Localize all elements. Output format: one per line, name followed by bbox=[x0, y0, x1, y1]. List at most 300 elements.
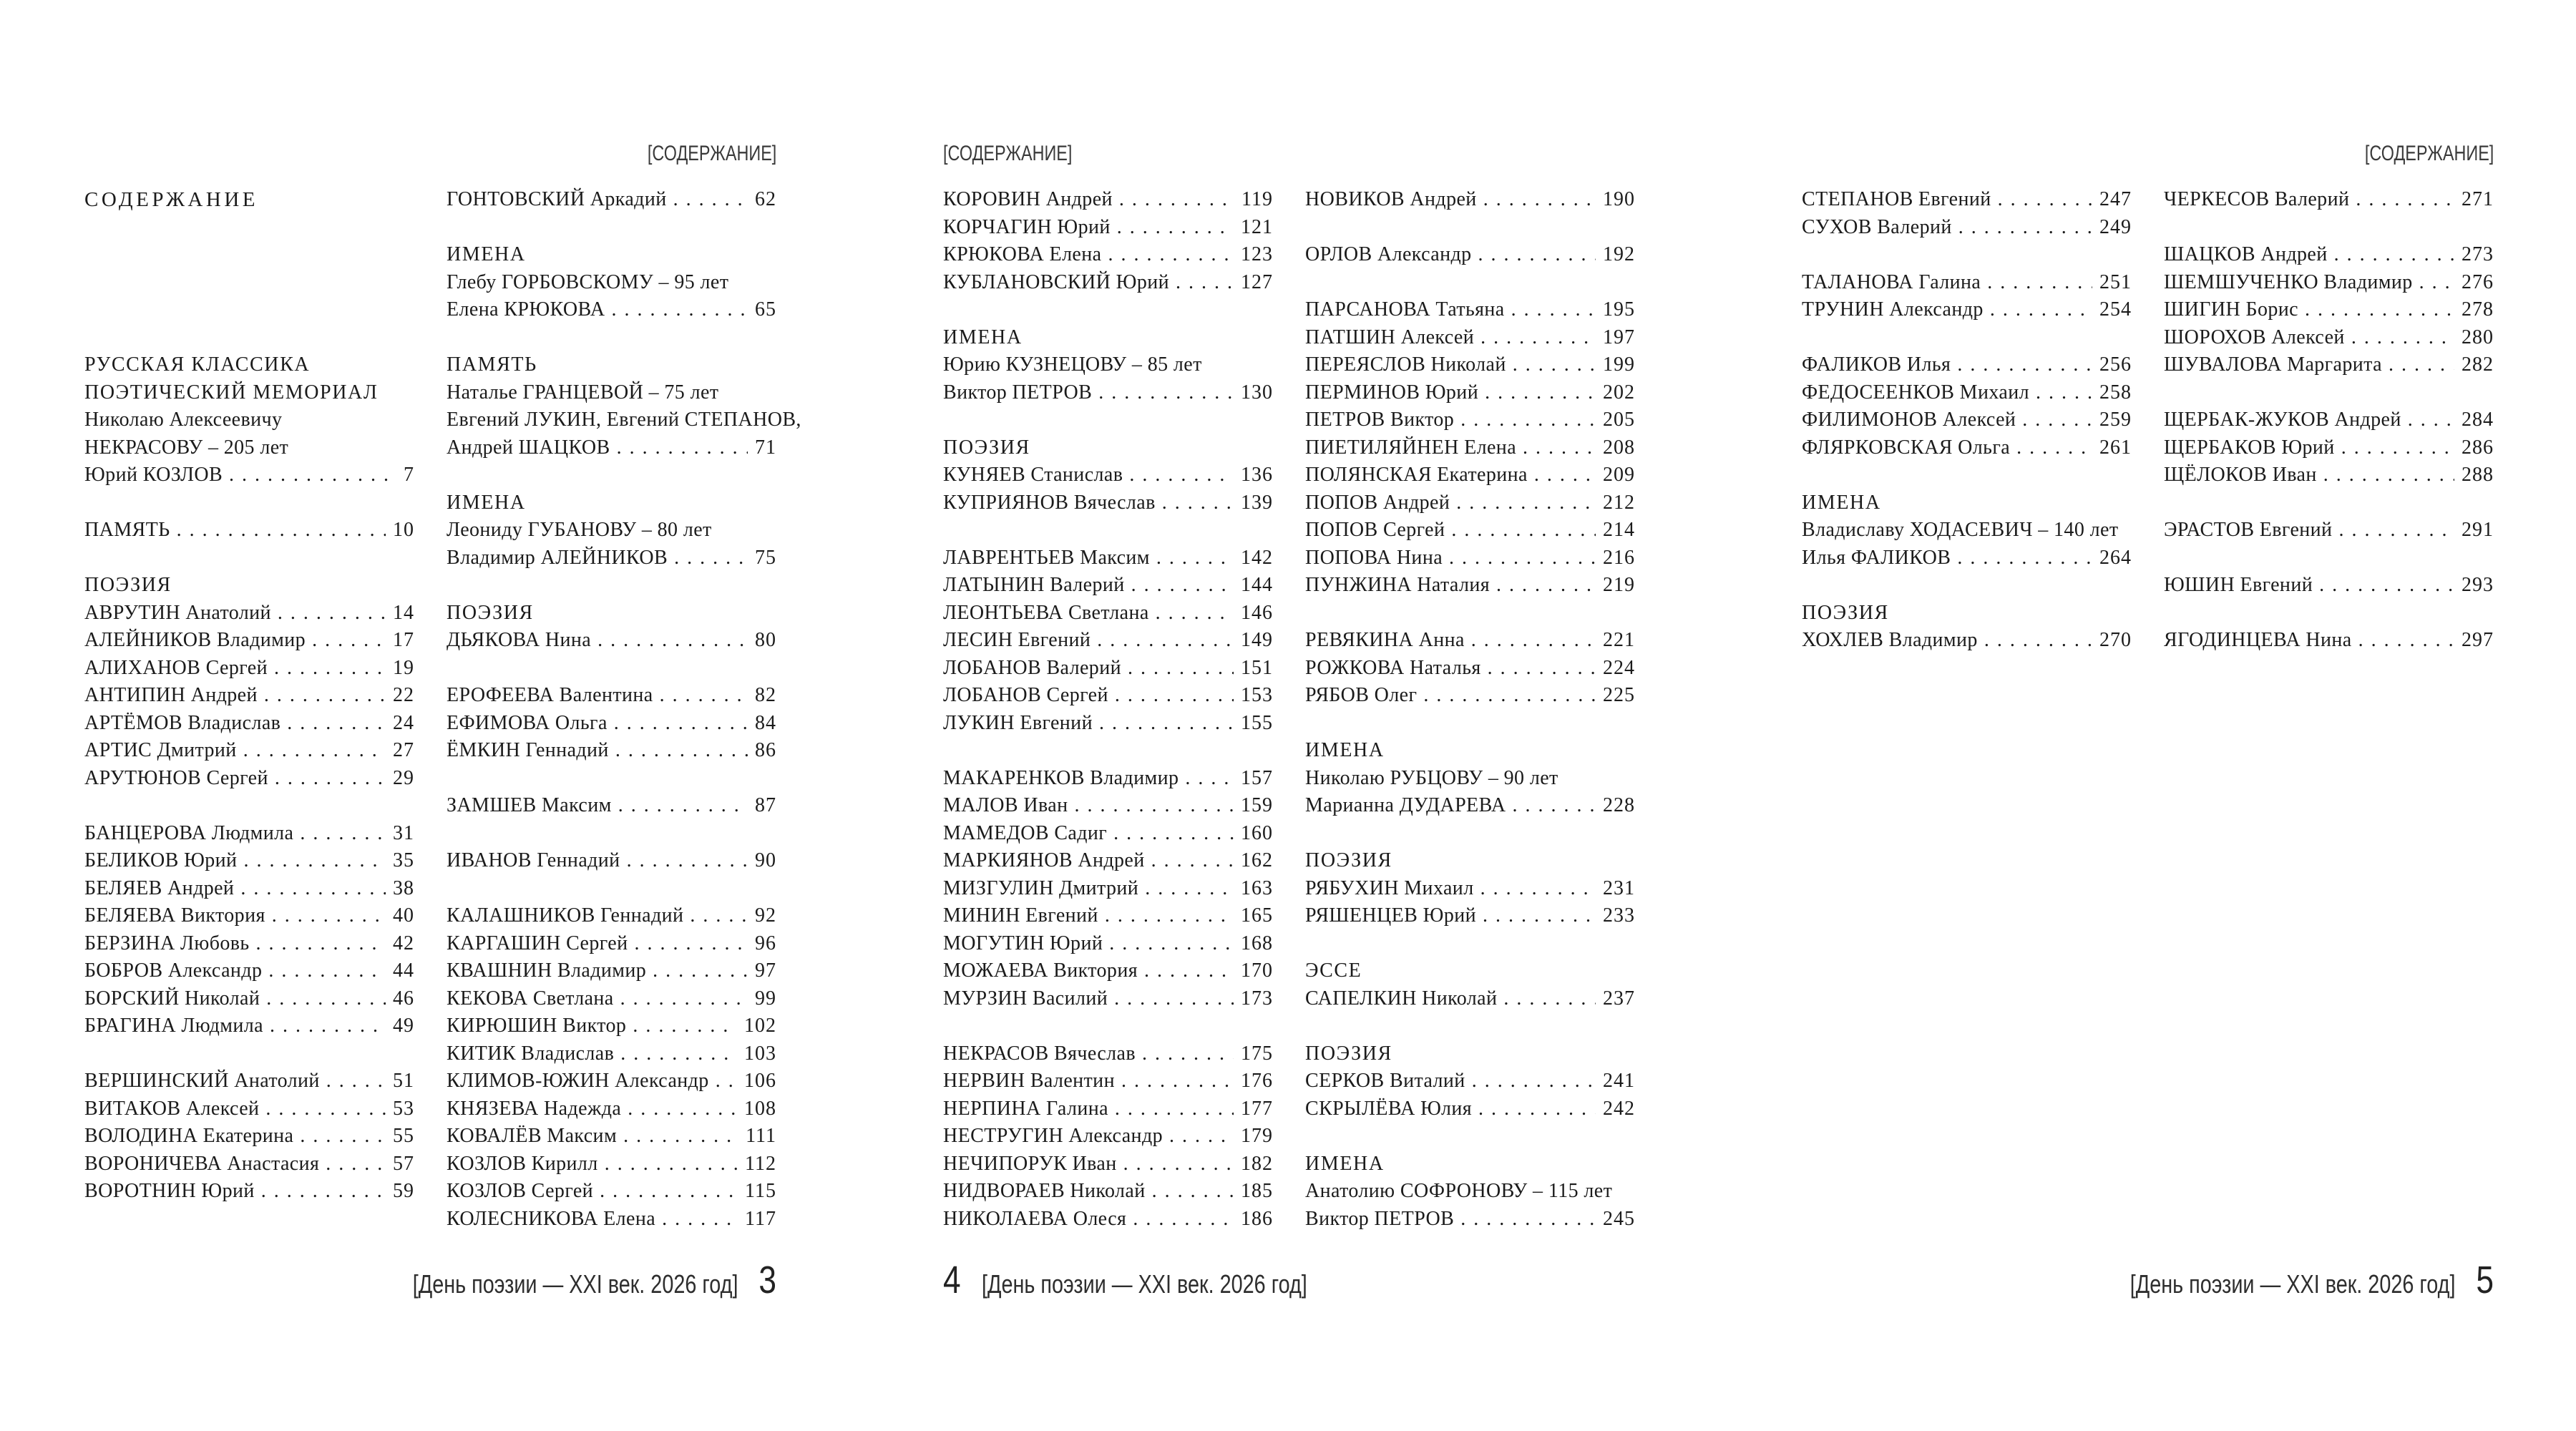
dot-leader bbox=[1456, 489, 1596, 517]
toc-entry bbox=[84, 1068, 414, 1095]
dot-leader bbox=[1483, 902, 1596, 930]
toc-entry bbox=[84, 627, 414, 655]
dot-leader bbox=[177, 517, 386, 544]
toc-entry-name: КЕКОВА Светлана bbox=[447, 987, 614, 1010]
toc-entry-page: 247 bbox=[2099, 188, 2132, 210]
dot-leader bbox=[300, 820, 386, 848]
dot-leader bbox=[2323, 461, 2454, 489]
dot-leader bbox=[600, 1178, 738, 1206]
toc-entry bbox=[84, 875, 414, 903]
toc-entry-page: 160 bbox=[1241, 821, 1273, 844]
toc-entry bbox=[943, 957, 1273, 985]
toc-entry-name: ТРУНИН Александр bbox=[1802, 298, 1984, 321]
toc-entry-name: МАМЕДОВ Садиг bbox=[943, 821, 1108, 844]
toc-entry-page: 106 bbox=[744, 1070, 776, 1092]
toc-entry bbox=[1802, 214, 2132, 242]
toc-entry-page: 130 bbox=[1241, 381, 1273, 404]
toc-entry-page: 297 bbox=[2462, 629, 2494, 651]
toc-entry-page: 38 bbox=[393, 876, 414, 899]
dot-leader bbox=[673, 186, 748, 214]
page-5 bbox=[1717, 0, 2576, 1431]
dot-leader bbox=[1503, 985, 1596, 1013]
page-number: 4 bbox=[943, 1259, 961, 1301]
toc-entry bbox=[2164, 461, 2494, 489]
toc-entry-name: Юрий КОЗЛОВ bbox=[84, 464, 223, 486]
dot-leader bbox=[605, 1151, 738, 1178]
toc-entry-name: ЗАМШЕВ Максим bbox=[447, 794, 612, 816]
toc-entry bbox=[943, 902, 1273, 930]
toc-entry-name: Виктор ПЕТРОВ bbox=[1305, 1207, 1455, 1230]
toc-entry-name: Владимир АЛЕЙНИКОВ bbox=[447, 546, 668, 569]
toc-entry-page: 185 bbox=[1241, 1180, 1273, 1202]
dot-leader bbox=[620, 1040, 737, 1068]
toc-entry-page: 163 bbox=[1241, 876, 1273, 899]
toc-entry-page: 249 bbox=[2099, 215, 2132, 238]
toc-entry-page: 90 bbox=[755, 849, 776, 871]
toc-entry bbox=[447, 930, 776, 958]
toc-block bbox=[1305, 296, 1635, 600]
dot-leader bbox=[628, 1095, 737, 1123]
toc-entry-page: 17 bbox=[393, 629, 414, 651]
dot-leader bbox=[2319, 572, 2454, 600]
toc-entry-name: КОРЧАГИН Юрий bbox=[943, 215, 1111, 238]
toc-entry bbox=[447, 985, 776, 1013]
dedication-line: Евгений ЛУКИН, Евгений СТЕПАНОВ, bbox=[447, 409, 801, 431]
toc-entry-page: 284 bbox=[2462, 409, 2494, 431]
toc-entry-page: 86 bbox=[755, 739, 776, 761]
section-heading: РУССКАЯ КЛАССИКА bbox=[84, 353, 311, 376]
dot-leader bbox=[1472, 1068, 1596, 1095]
toc-entry-name: АРТЁМОВ Владислав bbox=[84, 711, 281, 734]
toc-entry bbox=[84, 517, 414, 544]
toc-entry-page: 280 bbox=[2462, 326, 2494, 348]
toc-entry bbox=[1305, 461, 1635, 489]
toc-entry-page: 7 bbox=[404, 464, 414, 486]
toc-block bbox=[1305, 1151, 1635, 1234]
dot-leader bbox=[265, 1095, 386, 1123]
toc-title: СОДЕРЖАНИЕ bbox=[84, 188, 258, 211]
toc-entry-page: 139 bbox=[1241, 491, 1273, 514]
toc-column bbox=[1305, 186, 1635, 1233]
toc-entry-name: ШЕМШУЧЕНКО Владимир bbox=[2164, 270, 2413, 293]
dedication-line: НЕКРАСОВУ – 205 лет bbox=[84, 436, 289, 459]
dot-leader bbox=[326, 1151, 386, 1178]
toc-entry bbox=[943, 1178, 1273, 1206]
dedication-line: Юрию КУЗНЕЦОВУ – 85 лет bbox=[943, 353, 1202, 376]
toc-entry bbox=[1802, 379, 2132, 407]
toc-block bbox=[1305, 737, 1635, 820]
toc-entry bbox=[1305, 324, 1635, 352]
toc-block bbox=[447, 682, 776, 765]
toc-entry bbox=[2164, 517, 2494, 544]
dot-leader bbox=[268, 957, 386, 985]
toc-entry-page: 251 bbox=[2099, 270, 2132, 293]
toc-entry-page: 293 bbox=[2462, 574, 2494, 596]
toc-entry-name: ФЛЯРКОВСКАЯ Ольга bbox=[1802, 436, 2011, 459]
toc-entry-name: КЛИМОВ-ЮЖИН Александр bbox=[447, 1070, 709, 1092]
toc-entry-name: КУНЯЕВ Станислав bbox=[943, 464, 1123, 486]
toc-entry-page: 231 bbox=[1603, 876, 1635, 899]
toc-entry bbox=[84, 682, 414, 710]
toc-entry bbox=[943, 930, 1273, 958]
section-heading: ПОЭЗИЯ bbox=[1802, 601, 1889, 624]
toc-entry-name: ФАЛИКОВ Илья bbox=[1802, 353, 1951, 376]
toc-block bbox=[84, 351, 414, 489]
toc-block bbox=[447, 186, 776, 214]
toc-entry bbox=[84, 1178, 414, 1206]
dot-leader bbox=[614, 710, 748, 738]
toc-entry-name: НИДВОРАЕВ Николай bbox=[943, 1180, 1146, 1202]
toc-entry-name: БАНЦЕРОВА Людмила bbox=[84, 821, 294, 844]
toc-block bbox=[943, 765, 1273, 1013]
toc-entry-name: КОЗЛОВ Кирилл bbox=[447, 1152, 598, 1175]
toc-entry bbox=[84, 600, 414, 627]
toc-block bbox=[943, 324, 1273, 407]
dot-leader bbox=[1169, 1123, 1234, 1151]
toc-entry-name: Марианна ДУДАРЕВА bbox=[1305, 794, 1506, 816]
toc-entry-name: САПЕЛКИН Николай bbox=[1305, 987, 1498, 1010]
toc-entry bbox=[447, 1123, 776, 1151]
toc-entry-name: СУХОВ Валерий bbox=[1802, 215, 1952, 238]
running-header-text: [СОДЕРЖАНИЕ] bbox=[647, 142, 776, 165]
toc-entry-name: АЛИХАНОВ Сергей bbox=[84, 656, 268, 679]
toc-block bbox=[84, 1068, 414, 1206]
toc-entry-name: КОЗЛОВ Сергей bbox=[447, 1180, 594, 1202]
toc-entry-page: 214 bbox=[1603, 519, 1635, 541]
toc-block bbox=[447, 902, 776, 1233]
toc-entry-name: ЩЕРБАК-ЖУКОВ Андрей bbox=[2164, 409, 2401, 431]
dot-leader bbox=[1460, 406, 1596, 434]
toc-entry-page: 97 bbox=[755, 959, 776, 982]
toc-entry-name: СТЕПАНОВ Евгений bbox=[1802, 188, 1991, 210]
dot-leader bbox=[1483, 186, 1596, 214]
toc-entry-name: ПЕРМИНОВ Юрий bbox=[1305, 381, 1479, 404]
toc-entry-page: 121 bbox=[1241, 215, 1273, 238]
toc-entry-page: 208 bbox=[1603, 436, 1635, 459]
dot-leader bbox=[1534, 461, 1596, 489]
toc-entry bbox=[1802, 269, 2132, 297]
toc-entry-page: 270 bbox=[2099, 629, 2132, 651]
toc-entry-page: 35 bbox=[393, 849, 414, 871]
toc-entry bbox=[447, 1151, 776, 1178]
toc-entry-name: ПОПОВА Нина bbox=[1305, 546, 1443, 569]
toc-entry bbox=[447, 627, 776, 655]
toc-entry-name: ЁМКИН Геннадий bbox=[447, 739, 609, 761]
dot-leader bbox=[1151, 847, 1234, 875]
section-heading: ПОЭЗИЯ bbox=[84, 574, 172, 596]
toc-block bbox=[447, 600, 776, 655]
dot-leader bbox=[623, 1123, 738, 1151]
toc-entry-name: КНЯЗЕВА Надежда bbox=[447, 1097, 622, 1120]
toc-entry-page: 224 bbox=[1603, 656, 1635, 679]
section-heading: ИМЕНА bbox=[1305, 1152, 1385, 1175]
toc-entry-name: БЕЛЯЕВ Андрей bbox=[84, 876, 235, 899]
toc-entry-page: 245 bbox=[1603, 1207, 1635, 1230]
toc-entry-name: ДЬЯКОВА Нина bbox=[447, 629, 592, 651]
toc-entry-page: 242 bbox=[1603, 1097, 1635, 1120]
toc-entry-page: 127 bbox=[1241, 270, 1273, 293]
toc-entry-name: ПОЛЯНСКАЯ Екатерина bbox=[1305, 464, 1528, 486]
toc-entry-page: 24 bbox=[393, 711, 414, 734]
toc-entry-name: ШИГИН Борис bbox=[2164, 298, 2298, 321]
toc-entry-name: ПАТШИН Алексей bbox=[1305, 326, 1475, 348]
toc-block bbox=[1305, 627, 1635, 710]
running-footer bbox=[943, 1258, 1635, 1308]
toc-entry-name: ЕРОФЕЕВА Валентина bbox=[447, 684, 653, 706]
toc-entry bbox=[84, 847, 414, 875]
dot-leader bbox=[1131, 572, 1234, 600]
dot-leader bbox=[1511, 296, 1596, 324]
toc-entry bbox=[943, 461, 1273, 489]
toc-entry bbox=[2164, 351, 2494, 379]
toc-entry bbox=[1305, 1095, 1635, 1123]
toc-entry bbox=[943, 655, 1273, 683]
toc-entry-page: 173 bbox=[1241, 987, 1273, 1010]
toc-block bbox=[1802, 186, 2132, 241]
dot-leader bbox=[653, 957, 748, 985]
toc-entry bbox=[447, 682, 776, 710]
toc-entry-name: ЕФИМОВА Ольга bbox=[447, 711, 608, 734]
toc-entry bbox=[2164, 406, 2494, 434]
toc-entry-name: ВОЛОДИНА Екатерина bbox=[84, 1125, 294, 1147]
toc-entry bbox=[447, 1068, 776, 1095]
dot-leader bbox=[2338, 517, 2454, 544]
page-3 bbox=[0, 0, 859, 1431]
dot-leader bbox=[326, 1068, 386, 1095]
toc-entry-page: 142 bbox=[1241, 546, 1273, 569]
toc-entry-name: БОРСКИЙ Николай bbox=[84, 987, 260, 1010]
toc-entry-page: 186 bbox=[1241, 1207, 1273, 1230]
toc-entry-name: ТАЛАНОВА Галина bbox=[1802, 270, 1981, 293]
dot-leader bbox=[1156, 600, 1234, 627]
toc-block bbox=[1802, 600, 2132, 655]
toc-entry-page: 153 bbox=[1241, 684, 1273, 706]
dot-leader bbox=[1098, 379, 1234, 407]
toc-entry bbox=[447, 1095, 776, 1123]
toc-column bbox=[84, 186, 414, 1206]
toc-entry-page: 40 bbox=[393, 904, 414, 927]
section-heading: ЭССЕ bbox=[1305, 959, 1362, 982]
dot-leader bbox=[1145, 875, 1234, 903]
section-heading: ИМЕНА bbox=[1305, 739, 1385, 761]
toc-entry-name: МАКАРЕНКОВ Владимир bbox=[943, 766, 1179, 789]
toc-block bbox=[2164, 186, 2494, 214]
running-header bbox=[1802, 142, 2494, 167]
toc-entry-page: 209 bbox=[1603, 464, 1635, 486]
toc-entry-name: НЕЧИПОРУК Иван bbox=[943, 1152, 1117, 1175]
toc-entry-name: ЛОБАНОВ Сергей bbox=[943, 684, 1108, 706]
dot-leader bbox=[1119, 186, 1234, 214]
section-heading: ПОЭЗИЯ bbox=[1305, 1042, 1392, 1065]
toc-entry-page: 282 bbox=[2462, 353, 2494, 376]
toc-entry-page: 197 bbox=[1603, 326, 1635, 348]
toc-entry bbox=[1305, 489, 1635, 517]
dot-leader bbox=[2419, 269, 2454, 297]
toc-column bbox=[447, 186, 801, 1233]
dot-leader bbox=[2408, 406, 2454, 434]
section-heading: ИМЕНА bbox=[447, 243, 526, 265]
dot-leader bbox=[1480, 875, 1596, 903]
toc-entry bbox=[943, 489, 1273, 517]
toc-entry-page: 102 bbox=[744, 1015, 776, 1037]
toc-entry bbox=[1305, 379, 1635, 407]
dot-leader bbox=[1099, 710, 1234, 738]
dot-leader bbox=[627, 847, 748, 875]
toc-entry-page: 59 bbox=[393, 1180, 414, 1202]
dot-leader bbox=[633, 1012, 737, 1040]
toc-entry bbox=[1305, 1068, 1635, 1095]
dot-leader bbox=[618, 792, 748, 820]
dot-leader bbox=[243, 737, 386, 765]
toc-entry-name: КУПРИЯНОВ Вячеслав bbox=[943, 491, 1156, 514]
dot-leader bbox=[1097, 627, 1234, 655]
dot-leader bbox=[662, 1206, 738, 1234]
toc-block bbox=[2164, 241, 2494, 379]
toc-entry bbox=[943, 379, 1273, 407]
toc-entry-name: ФИЛИМОНОВ Алексей bbox=[1802, 409, 2016, 431]
toc-entry-page: 57 bbox=[393, 1152, 414, 1175]
toc-entry-page: 112 bbox=[745, 1152, 776, 1175]
toc-entry-name: ЩЁЛОКОВ Иван bbox=[2164, 464, 2317, 486]
toc-entry-name: НЕКРАСОВ Вячеслав bbox=[943, 1042, 1136, 1065]
toc-entry-page: 182 bbox=[1241, 1152, 1273, 1175]
toc-entry-page: 29 bbox=[393, 766, 414, 789]
dot-leader bbox=[270, 1012, 386, 1040]
toc-entry-page: 75 bbox=[755, 546, 776, 569]
dot-leader bbox=[1460, 1206, 1596, 1234]
dot-leader bbox=[615, 737, 748, 765]
toc-entry-name: ЯГОДИНЦЕВА Нина bbox=[2164, 629, 2352, 651]
toc-entry-page: 82 bbox=[755, 684, 776, 706]
toc-block bbox=[84, 186, 414, 214]
toc-entry-page: 288 bbox=[2462, 464, 2494, 486]
toc-entry-name: МАЛОВ Иван bbox=[943, 794, 1068, 816]
dot-leader bbox=[716, 1068, 737, 1095]
toc-entry-name: ШУВАЛОВА Маргарита bbox=[2164, 353, 2382, 376]
toc-block bbox=[943, 186, 1273, 296]
toc-entry bbox=[1305, 351, 1635, 379]
toc-entry bbox=[943, 1206, 1273, 1234]
toc-entry-name: ЮШИН Евгений bbox=[2164, 574, 2313, 596]
toc-entry-page: 259 bbox=[2099, 409, 2132, 431]
dot-leader bbox=[2036, 379, 2092, 407]
toc-block bbox=[2164, 517, 2494, 544]
toc-entry bbox=[1305, 544, 1635, 572]
dot-leader bbox=[674, 544, 748, 572]
toc-block bbox=[84, 517, 414, 544]
toc-entry-page: 123 bbox=[1241, 243, 1273, 265]
dot-leader bbox=[1115, 682, 1234, 710]
toc-column bbox=[943, 186, 1273, 1233]
toc-entry-page: 177 bbox=[1241, 1097, 1273, 1120]
toc-entry-page: 22 bbox=[393, 684, 414, 706]
toc-entry-page: 27 bbox=[393, 739, 414, 761]
toc-entry bbox=[943, 682, 1273, 710]
toc-entry-name: НЕСТРУГИН Александр bbox=[943, 1125, 1163, 1147]
toc-entry bbox=[943, 765, 1273, 793]
toc-entry-name: МОГУТИН Юрий bbox=[943, 932, 1103, 954]
toc-entry bbox=[447, 1012, 776, 1040]
toc-entry-page: 190 bbox=[1603, 188, 1635, 210]
dot-leader bbox=[1128, 655, 1234, 683]
toc-entry-name: КОВАЛЁВ Максим bbox=[447, 1125, 618, 1147]
toc-entry-name: КРЮКОВА Елена bbox=[943, 243, 1102, 265]
toc-entry bbox=[1802, 296, 2132, 324]
toc-entry-name: КУБЛАНОВСКИЙ Юрий bbox=[943, 270, 1169, 293]
toc-entry-name: АРТИС Дмитрий bbox=[84, 739, 237, 761]
dedication-line: Глебу ГОРБОВСКОМУ – 95 лет bbox=[447, 270, 729, 293]
running-header-text: [СОДЕРЖАНИЕ] bbox=[2364, 142, 2494, 165]
toc-entry-name: РЯШЕНЦЕВ Юрий bbox=[1305, 904, 1477, 927]
dot-leader bbox=[1133, 1206, 1234, 1234]
toc-entry-page: 103 bbox=[744, 1042, 776, 1065]
toc-entry bbox=[1305, 627, 1635, 655]
toc-entry bbox=[84, 737, 414, 765]
toc-entry-name: КВАШНИН Владимир bbox=[447, 959, 647, 982]
dot-leader bbox=[243, 847, 386, 875]
toc-entry bbox=[943, 269, 1273, 297]
dot-leader bbox=[1105, 902, 1234, 930]
toc-entry bbox=[1305, 406, 1635, 434]
dot-leader bbox=[1958, 214, 2092, 242]
dedication-line: Николаю Алексеевичу bbox=[84, 409, 283, 431]
dot-leader bbox=[1117, 214, 1234, 242]
toc-entry bbox=[943, 1123, 1273, 1151]
dot-leader bbox=[617, 434, 748, 462]
toc-entry-page: 261 bbox=[2099, 436, 2132, 459]
toc-entry-name: ВИТАКОВ Алексей bbox=[84, 1097, 260, 1120]
toc-entry-name: АЛЕЙНИКОВ Владимир bbox=[84, 629, 306, 651]
dot-leader bbox=[1998, 186, 2092, 214]
toc-entry-page: 96 bbox=[755, 932, 776, 954]
toc-entry-page: 205 bbox=[1603, 409, 1635, 431]
toc-entry-page: 149 bbox=[1241, 629, 1273, 651]
toc-entry bbox=[1802, 351, 2132, 379]
toc-entry-name: БЕЛИКОВ Юрий bbox=[84, 849, 238, 871]
toc-entry-name: БЕЛЯЕВА Виктория bbox=[84, 904, 265, 927]
dot-leader bbox=[1523, 434, 1596, 462]
toc-entry-page: 14 bbox=[393, 601, 414, 624]
toc-entry bbox=[447, 186, 776, 214]
toc-entry-page: 170 bbox=[1241, 959, 1273, 982]
toc-block bbox=[1802, 351, 2132, 461]
toc-entry-name: СКРЫЛЁВА Юлия bbox=[1305, 1097, 1473, 1120]
toc-entry bbox=[1802, 406, 2132, 434]
toc-entry-name: ЩЕРБАКОВ Юрий bbox=[2164, 436, 2335, 459]
toc-entry-name: ЛОБАНОВ Валерий bbox=[943, 656, 1121, 679]
toc-entry-page: 84 bbox=[755, 711, 776, 734]
running-header-text: [СОДЕРЖАНИЕ] bbox=[943, 142, 1073, 165]
toc-entry-name: КИТИК Владислав bbox=[447, 1042, 615, 1065]
toc-entry-page: 241 bbox=[1603, 1070, 1635, 1092]
toc-entry bbox=[84, 902, 414, 930]
toc-entry bbox=[943, 820, 1273, 848]
toc-entry-name: АВРУТИН Анатолий bbox=[84, 601, 271, 624]
dot-leader bbox=[690, 902, 748, 930]
toc-entry-page: 264 bbox=[2099, 546, 2132, 569]
toc-entry bbox=[943, 214, 1273, 242]
toc-entry bbox=[2164, 241, 2494, 269]
toc-entry-name: НЕРВИН Валентин bbox=[943, 1070, 1115, 1092]
toc-entry bbox=[1305, 1206, 1635, 1234]
toc-block bbox=[1305, 241, 1635, 269]
toc-entry bbox=[447, 544, 776, 572]
toc-block bbox=[1305, 186, 1635, 214]
toc-entry-page: 195 bbox=[1603, 298, 1635, 321]
toc-entry-page: 176 bbox=[1241, 1070, 1273, 1092]
toc-entry bbox=[943, 544, 1273, 572]
toc-entry-name: НОВИКОВ Андрей bbox=[1305, 188, 1477, 210]
